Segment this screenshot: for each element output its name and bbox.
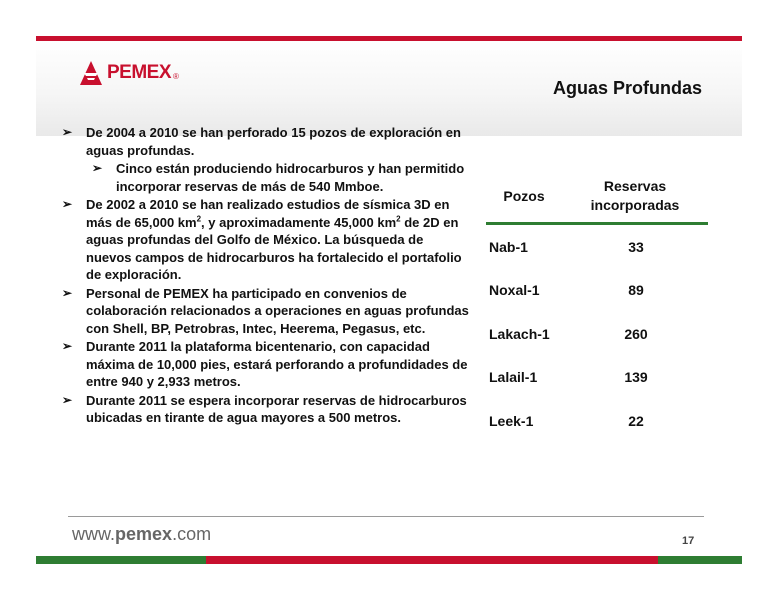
bullet-text: Cinco están produciendo hidrocarburos y han permitido incorporar reservas de más de 540 Mmboe. [116, 161, 465, 194]
bullet-arrow-icon: ➢ [62, 392, 73, 407]
table-row [486, 356, 708, 400]
logo-text: PEMEX [107, 62, 172, 83]
table-row [486, 269, 708, 313]
bullet-text: De 2004 a 2010 se han perforado 15 pozos de exploración en aguas profundas. [86, 125, 461, 158]
bullet-text-part: , y aproximadamente 45,000 km [201, 214, 397, 230]
cell-reservas: 89 [628, 282, 644, 299]
cell-reservas: 33 [628, 238, 644, 255]
bottom-green-bar-left [36, 556, 206, 564]
url-brand: pemex [115, 524, 173, 544]
bullet-text-part: De 2002 a 2010 se han realizado estudios de sísmica 3D en más de 65,000 km [86, 197, 450, 230]
bullet-item [62, 124, 470, 159]
bullet-arrow-icon: ➢ [62, 197, 73, 211]
page-number: 17 [682, 535, 695, 547]
superscript: 2 [196, 214, 202, 224]
table-row [486, 225, 708, 269]
bullet-text: Durante 2011 se espera incorporar reservas de hidrocarburos ubicadas en tirante de agua mayores a 500 metros. [86, 392, 467, 425]
bullet-arrow-icon: ➢ [92, 161, 103, 175]
bullet-item [62, 285, 470, 338]
cell-pozo: Lalail-1 [489, 369, 538, 386]
bullet-item [62, 338, 470, 391]
bullet-text-part: de 2D en aguas profundas del Golfo de México. La búsqueda de nuevos campos de hidrocarburos ha fortalecido el portafolio de exploración. [86, 214, 462, 282]
pemex-eagle-icon [78, 60, 104, 86]
cell-reservas: 260 [624, 325, 648, 342]
cell-pozo: Lakach-1 [489, 325, 550, 342]
cell-reservas: 22 [628, 412, 644, 429]
sub-bullet-item [92, 160, 470, 195]
cell-pozo: Leek-1 [489, 412, 534, 429]
bullet-text: Personal de PEMEX ha participado en convenios de colaboración relacionados a operaciones en aguas profundas con Shell, BP, Petrobras, Intec, Heerema, Pegasus, etc. [86, 285, 469, 336]
bullet-text: Durante 2011 la plataforma bicentenario, con capacidad máxima de 10,000 pies, estará perforando a profundidades de entre 940 y 2,933 metros. [86, 339, 468, 389]
bullet-arrow-icon: ➢ [62, 285, 73, 300]
column-header-pozos: Pozos [503, 188, 545, 204]
url-suffix: .com [172, 524, 212, 544]
superscript: 2 [396, 214, 401, 224]
bullet-item [62, 196, 470, 284]
cell-pozo: Noxal-1 [489, 282, 540, 299]
bullet-list [62, 124, 470, 428]
cell-pozo: Nab-1 [489, 238, 528, 255]
footer-divider [68, 516, 704, 517]
url-prefix: www. [72, 524, 116, 544]
bullet-item [62, 392, 470, 427]
bullet-arrow-icon: ➢ [62, 339, 73, 353]
table-header-row [486, 174, 708, 225]
logo-registered-mark: ® [173, 71, 179, 81]
table-row [486, 399, 708, 443]
footer-url [72, 524, 211, 545]
bottom-green-bar-right [658, 556, 742, 564]
cell-reservas: 139 [624, 369, 648, 386]
pemex-logo [78, 60, 179, 86]
reserves-table [486, 174, 708, 443]
bullet-arrow-icon: ➢ [62, 125, 73, 139]
table-row [486, 312, 708, 356]
column-header-reservas: Reservas incorporadas [590, 178, 680, 213]
bullet-text [86, 197, 462, 282]
slide-title: Aguas Profundas [552, 78, 702, 98]
